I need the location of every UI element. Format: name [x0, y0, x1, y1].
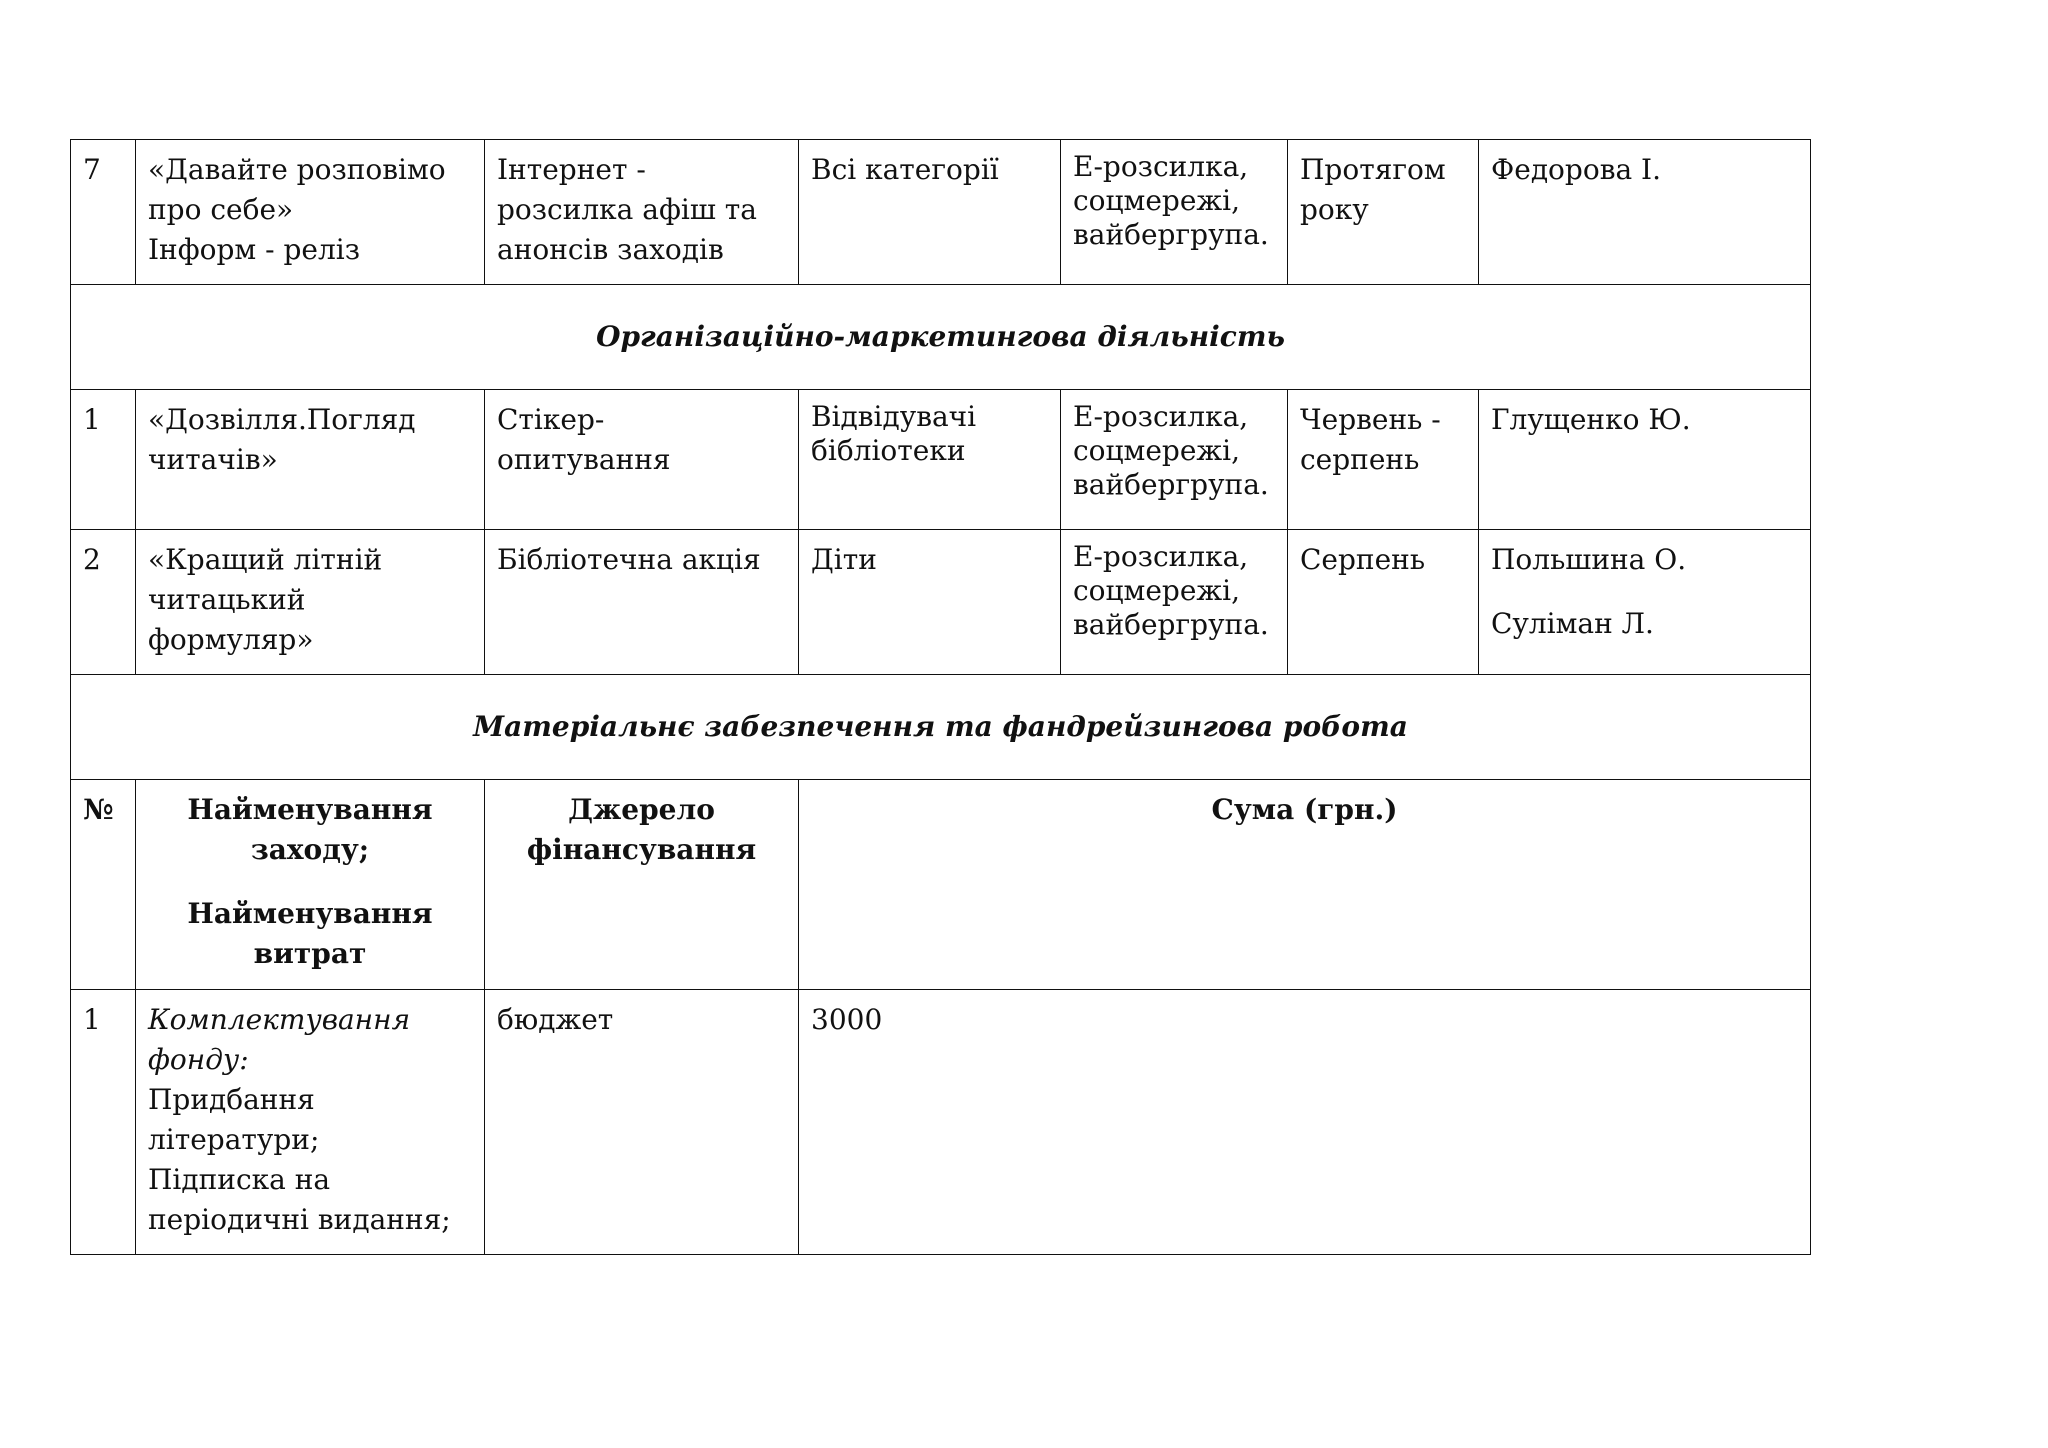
event-name-cell [136, 530, 485, 675]
event-form-line: опитування [497, 443, 671, 476]
name-header-line: заходу; [250, 833, 370, 866]
event-form-line: Бібліотечна акція [497, 543, 761, 576]
table-row [71, 530, 1811, 675]
term-cell [1288, 530, 1479, 675]
channel-cell [1061, 530, 1288, 675]
channel-line: Е-розсилка, [1073, 150, 1249, 183]
number-header: № [71, 780, 136, 990]
channel-line: Е-розсилка, [1073, 540, 1249, 573]
source-header-line: Джерело [568, 793, 715, 826]
event-form-cell [485, 390, 799, 530]
expense-category-line: Комплектування [148, 1003, 411, 1036]
channel-cell [1061, 140, 1288, 285]
table-row [71, 140, 1811, 285]
name-header-line: Найменування [187, 897, 433, 930]
name-header-line: Найменування [187, 793, 433, 826]
term-line: Серпень [1300, 543, 1426, 576]
event-form-line: Інтернет - [497, 153, 646, 186]
responsible-line: Польшина О. [1491, 543, 1687, 576]
expense-item-line: періодичні видання; [148, 1203, 451, 1236]
term-line: серпень [1300, 443, 1420, 476]
name-header-line: витрат [253, 937, 367, 970]
section-title-funding: Матеріальнє забезпечення та фандрейзингова робота [71, 675, 1811, 780]
event-form-line: анонсів заходів [497, 233, 724, 266]
event-name-line: «Давайте розповімо [148, 153, 446, 186]
expense-item-line: Придбання [148, 1083, 315, 1116]
plan-table [70, 139, 1811, 1255]
table-row [71, 990, 1811, 1255]
expense-item-line: літератури; [148, 1123, 320, 1156]
table-row [71, 390, 1811, 530]
event-name-line: про себе» [148, 193, 294, 226]
row-number: 2 [71, 530, 136, 675]
event-name-line: Інформ - реліз [148, 233, 360, 266]
channel-line: вайбергрупа. [1073, 218, 1269, 251]
event-form-cell [485, 140, 799, 285]
name-header [136, 780, 485, 990]
audience-line: Діти [811, 543, 877, 576]
responsible-line: Суліман Л. [1491, 607, 1654, 640]
audience-line: бібліотеки [811, 434, 966, 467]
channel-line: вайбергрупа. [1073, 608, 1269, 641]
event-name-cell [136, 140, 485, 285]
audience-line: Відвідувачі [811, 400, 977, 433]
term-cell [1288, 140, 1479, 285]
responsible-cell [1479, 530, 1811, 675]
audience-cell [799, 530, 1061, 675]
expense-category-line: фонду: [148, 1043, 249, 1076]
section-title-org-marketing: Організаційно-маркетингова діяльність [71, 285, 1811, 390]
channel-line: вайбергрупа. [1073, 468, 1269, 501]
event-name-line: читацький [148, 583, 306, 616]
event-form-line: Стікер- [497, 403, 605, 436]
event-name-line: «Кращий літній [148, 543, 383, 576]
source-header-line: фінансування [526, 833, 757, 866]
expense-name-cell [136, 990, 485, 1255]
audience-cell [799, 390, 1061, 530]
source-header [485, 780, 799, 990]
term-cell [1288, 390, 1479, 530]
audience-cell [799, 140, 1061, 285]
section-row [71, 675, 1811, 780]
event-form-line: розсилка афіш та [497, 193, 757, 226]
event-name-cell [136, 390, 485, 530]
responsible-cell [1479, 140, 1811, 285]
finance-header-row [71, 780, 1811, 990]
audience-line: Всі категорії [811, 153, 999, 186]
channel-cell [1061, 390, 1288, 530]
sum-header: Сума (грн.) [799, 780, 1811, 990]
event-name-line: «Дозвілля.Погляд [148, 403, 416, 436]
event-form-cell [485, 530, 799, 675]
funding-source-cell: бюджет [485, 990, 799, 1255]
row-number: 7 [71, 140, 136, 285]
term-line: Протягом [1300, 153, 1446, 186]
event-name-line: формуляр» [148, 623, 314, 656]
expense-item-line: Підписка на [148, 1163, 331, 1196]
responsible-line: Федорова І. [1491, 153, 1662, 186]
row-number: 1 [71, 390, 136, 530]
channel-line: соцмережі, [1073, 574, 1241, 607]
responsible-line: Глущенко Ю. [1491, 403, 1691, 436]
term-line: року [1300, 193, 1369, 226]
channel-line: соцмережі, [1073, 434, 1241, 467]
channel-line: Е-розсилка, [1073, 400, 1249, 433]
row-number: 1 [71, 990, 136, 1255]
channel-line: соцмережі, [1073, 184, 1241, 217]
term-line: Червень - [1300, 403, 1441, 436]
event-name-line: читачів» [148, 443, 278, 476]
section-row [71, 285, 1811, 390]
sum-cell: 3000 [799, 990, 1811, 1255]
responsible-cell [1479, 390, 1811, 530]
